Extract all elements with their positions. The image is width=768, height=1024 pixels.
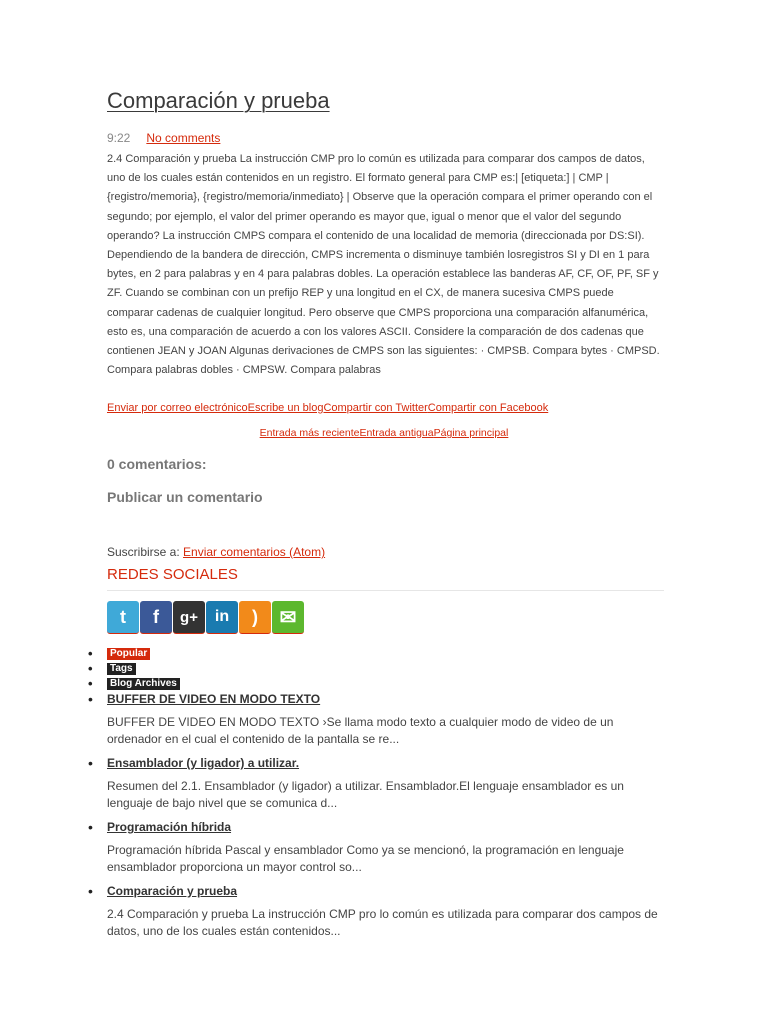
googleplus-icon[interactable]: g+ (173, 601, 205, 634)
social-icons (107, 601, 304, 634)
share-twitter-link[interactable]: Compartir con Twitter (323, 402, 428, 414)
comments-link[interactable]: No comments (146, 131, 221, 145)
subscribe-label: Suscribirse a: (107, 545, 184, 559)
popular-post-snippet: BUFFER DE VIDEO EN MODO TEXTO ›Se llama modo texto a cualquier modo de video de un ordenador en el cual el contenido de la pantalla se re... (107, 715, 614, 746)
divider (107, 590, 664, 591)
blog-pager (0, 427, 768, 439)
share-email-link[interactable]: Enviar por correo electrónico (107, 402, 248, 414)
list-item (88, 691, 658, 747)
list-item (88, 819, 658, 875)
tab-item (88, 676, 180, 691)
atom-feed-link[interactable]: Enviar comentarios (Atom) (183, 545, 326, 559)
tab-popular[interactable]: • Popular (107, 648, 150, 660)
share-facebook-link[interactable]: Compartir con Facebook (427, 402, 549, 414)
popular-post-title[interactable]: • Programación híbrida (107, 820, 232, 834)
popular-post-title[interactable]: • BUFFER DE VIDEO EN MODO TEXTO (107, 692, 321, 706)
subscribe-line (107, 545, 325, 559)
rss-icon[interactable]: ) (239, 601, 271, 634)
facebook-icon[interactable]: f (140, 601, 172, 634)
popular-post-snippet: Programación híbrida Pascal y ensamblador Como ya se mencionó, la programación en lenguaje ensamblador proporciona un mayor control so... (107, 843, 624, 874)
linkedin-icon[interactable]: in (206, 601, 238, 634)
list-item (88, 755, 658, 811)
share-links (107, 402, 548, 414)
popular-post-title[interactable]: • Comparación y prueba (107, 884, 238, 898)
post-meta (107, 131, 220, 145)
tab-item (88, 646, 180, 661)
older-post-link[interactable]: Entrada antigua (359, 427, 434, 439)
email-icon[interactable]: ✉ (272, 601, 304, 634)
post-comment-heading: Publicar un comentario (107, 489, 263, 505)
post-title[interactable]: Comparación y prueba (107, 88, 330, 113)
tab-blog-archives[interactable]: • Blog Archives (107, 678, 180, 690)
comments-heading: 0 comentarios: (107, 456, 207, 472)
twitter-icon[interactable]: t (107, 601, 139, 634)
tab-tags[interactable]: • Tags (107, 663, 136, 675)
newer-post-link[interactable]: Entrada más reciente (259, 427, 360, 439)
list-item (88, 883, 658, 939)
post-body: 2.4 Comparación y prueba La instrucción CMP pro lo común es utilizada para comparar dos campos de datos, uno de los cuales están contenidos en un registro. El formato general para CMP es:| [etiqueta:] | CMP | {registro/memoria}, {registro/memoria/inmediato} | Observe que la operación compara el primer operando con el segundo; por ejemplo, el valor del primer operando es mayor que, igual o menor que el valor del segundo operando? La instrucción CMPS compara el contenido de una localidad de memoria (direccionada por DS:SI). Dependiendo de la bandera de dirección, CMPS incrementa o disminuye también losregistros SI y DI en 1 para bytes, en 2 para palabras y en 4 para palabras dobles. La operación establece las banderas AF, CF, OF, PF, SF y ZF. Cuando se combinan con un prefijo REP y una longitud en el CX, de manera sucesiva CMPS puede comparar cadenas de cualquier longitud. Pero observe que CMPS proporciona una comparación alfanumérica, esto es, una comparación de acuerdo a con los valores ASCII. Considere la comparación de dos cadenas que contienen JEAN y JOAN Algunas derivaciones de CMPS son las siguientes: · CMPSB. Compara bytes · CMPSD. Compara palabras dobles · CMPSW. Compara palabras (107, 153, 660, 377)
share-blog-link[interactable]: Escribe un blog (247, 402, 324, 414)
social-heading: REDES SOCIALES (107, 566, 238, 583)
popular-post-title[interactable]: • Ensamblador (y ligador) a utilizar. (107, 756, 300, 770)
popular-post-snippet: Resumen del 2.1. Ensamblador (y ligador) a utilizar. Ensamblador.El lenguaje ensamblador es un lenguaje de bajo nivel que se comunica d... (107, 779, 624, 810)
popular-posts-list (88, 691, 658, 939)
widget-tabs (88, 646, 180, 691)
tab-item (88, 661, 180, 676)
post-time: 9:22 (107, 131, 131, 145)
popular-post-snippet: 2.4 Comparación y prueba La instrucción CMP pro lo común es utilizada para comparar dos campos de datos, uno de los cuales están contenidos... (107, 907, 658, 938)
home-link[interactable]: Página principal (433, 427, 509, 439)
